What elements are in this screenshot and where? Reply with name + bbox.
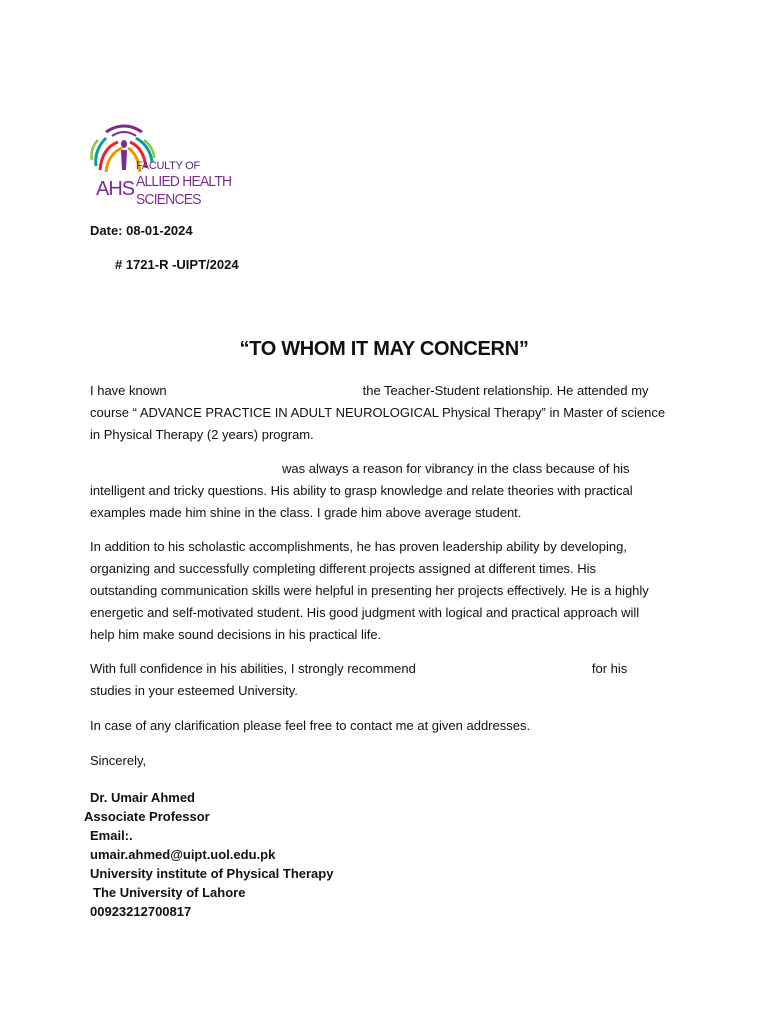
p3-line5: help him make sound decisions in his practical life.: [90, 627, 382, 642]
p3-line1: In addition to his scholastic accomplishments, he has proven leadership ability by developing,: [90, 539, 627, 554]
closing: [90, 750, 678, 772]
logo-line-3: SCIENCES: [136, 191, 201, 208]
p4-line2: studies in your esteemed University.: [90, 683, 298, 698]
p1-line3: in Physical Therapy (2 years) program.: [90, 427, 314, 442]
p4-line1-end: for his: [591, 661, 628, 676]
p1-line1-start: I have known: [90, 383, 167, 398]
signatory-position: Associate Professor: [84, 809, 210, 824]
p5-line1: In case of any clarification please feel free to contact me at given addresses.: [90, 718, 531, 733]
email-address[interactable]: umair.ahmed@uipt.uol.edu.pk: [90, 847, 276, 862]
institute-name: University institute of Physical Therapy: [90, 866, 334, 881]
p1-line2: course “ ADVANCE PRACTICE IN ADULT NEUROLOGICAL Physical Therapy” in Master of science: [90, 405, 666, 420]
paragraph-1: [90, 380, 678, 446]
faculty-logo: [88, 120, 238, 215]
closing-text: Sincerely,: [90, 753, 147, 768]
p3-line4: energetic and self-motivated student. His good judgment with logical and practical approach will: [90, 605, 640, 620]
paragraph-2: [90, 458, 678, 524]
paragraph-4: [90, 658, 678, 702]
p3-line2: organizing and successfully completing different projects assigned at different times. His: [90, 561, 597, 576]
email-label: Email:.: [90, 828, 133, 843]
paragraph-5: [90, 715, 678, 737]
letter-date: Date: 08-01-2024: [90, 223, 193, 238]
signatory-name: Dr. Umair Ahmed: [90, 790, 195, 805]
letter-title: “TO WHOM IT MAY CONCERN”: [239, 338, 529, 360]
p1-line1-end: the Teacher-Student relationship. He attended my: [362, 383, 649, 398]
logo-monogram: AHS: [96, 178, 135, 200]
logo-line-2: ALLIED HEALTH: [136, 173, 232, 190]
phone-number: 00923212700817: [90, 904, 192, 919]
university-name: The University of Lahore: [93, 885, 246, 900]
p2-line1: was always a reason for vibrancy in the class because of his: [282, 461, 630, 476]
p2-line3: examples made him shine in the class. I grade him above average student.: [90, 505, 522, 520]
p4-line1-start: With full confidence in his abilities, I strongly recommend: [90, 661, 416, 676]
p2-line2: intelligent and tricky questions. His ability to grasp knowledge and relate theories with practical: [90, 483, 633, 498]
p3-line3: outstanding communication skills were helpful in presenting her projects effectively. He is a highly: [90, 583, 649, 598]
logo-line-1: FACULTY OF: [136, 160, 200, 172]
reference-number: # 1721-R -UIPT/2024: [115, 257, 239, 272]
paragraph-3: [90, 536, 678, 646]
